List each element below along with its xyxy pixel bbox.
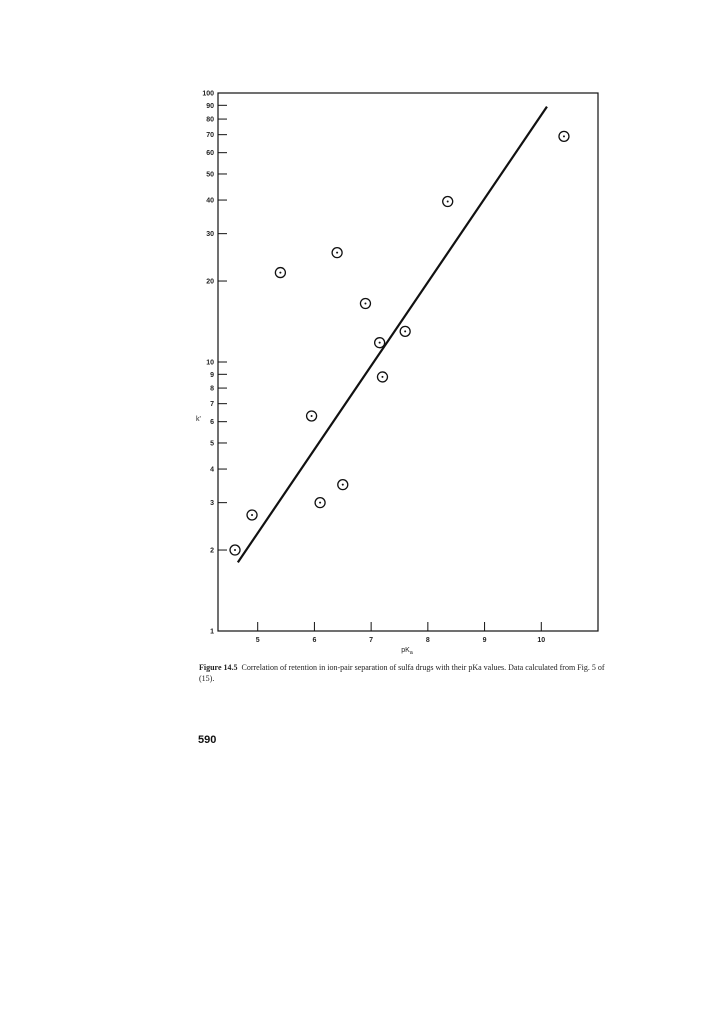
y-tick-label: 40 — [206, 197, 214, 205]
data-point-center — [311, 415, 313, 417]
y-tick-label: 60 — [206, 150, 214, 158]
data-point-center — [563, 135, 565, 137]
y-axis — [202, 91, 227, 636]
y-tick-label: 8 — [210, 385, 214, 393]
regression-line — [238, 107, 547, 563]
y-tick-label: 90 — [206, 102, 214, 110]
x-tick-label: 6 — [312, 637, 317, 644]
y-tick-label: 100 — [202, 90, 214, 98]
plot-frame — [218, 93, 598, 631]
data-points — [230, 131, 569, 555]
data-point-center — [336, 252, 338, 254]
y-axis-label: k' — [196, 416, 201, 423]
data-point-center — [364, 302, 366, 304]
caption-text: Correlation of retention in ion-pair separation of sulfa drugs with their pKa values. Data calculated from Fig. 5 of (15). — [199, 663, 605, 683]
x-tick-label: 7 — [369, 637, 374, 644]
data-point-center — [234, 549, 236, 551]
x-tick-label: 8 — [425, 637, 430, 644]
x-axis-label: $pK_a$ — [401, 647, 413, 656]
y-tick-label: 6 — [210, 419, 214, 427]
x-tick-label: 5 — [255, 637, 260, 644]
x-tick-label: 9 — [482, 637, 487, 644]
data-point-center — [379, 342, 381, 344]
figure-caption — [199, 662, 609, 684]
y-tick-label: 10 — [206, 359, 214, 367]
data-point-center — [279, 272, 281, 274]
y-tick-label: 4 — [210, 466, 214, 474]
data-point-center — [447, 201, 449, 203]
data-point-center — [342, 484, 344, 486]
figure-label: Figure 14.5 — [199, 663, 238, 672]
y-tick-label: 3 — [210, 500, 214, 508]
y-tick-label: 30 — [206, 231, 214, 239]
y-tick-label: 1 — [210, 628, 214, 636]
x-tick-label: 10 — [537, 637, 546, 644]
y-tick-label: 5 — [210, 440, 214, 448]
data-point-center — [404, 330, 406, 332]
y-tick-label: 20 — [206, 278, 214, 286]
data-point-center — [381, 376, 383, 378]
y-tick-label: 2 — [210, 547, 214, 555]
page-number: 590 — [198, 734, 217, 746]
y-tick-label: 50 — [206, 171, 214, 179]
x-axis — [256, 622, 546, 644]
y-tick-label: 9 — [210, 371, 214, 379]
y-tick-label: 70 — [206, 132, 214, 140]
data-point-center — [251, 514, 253, 516]
y-tick-label: 7 — [210, 401, 214, 409]
data-point-center — [319, 502, 321, 504]
y-tick-label: 80 — [206, 116, 214, 124]
